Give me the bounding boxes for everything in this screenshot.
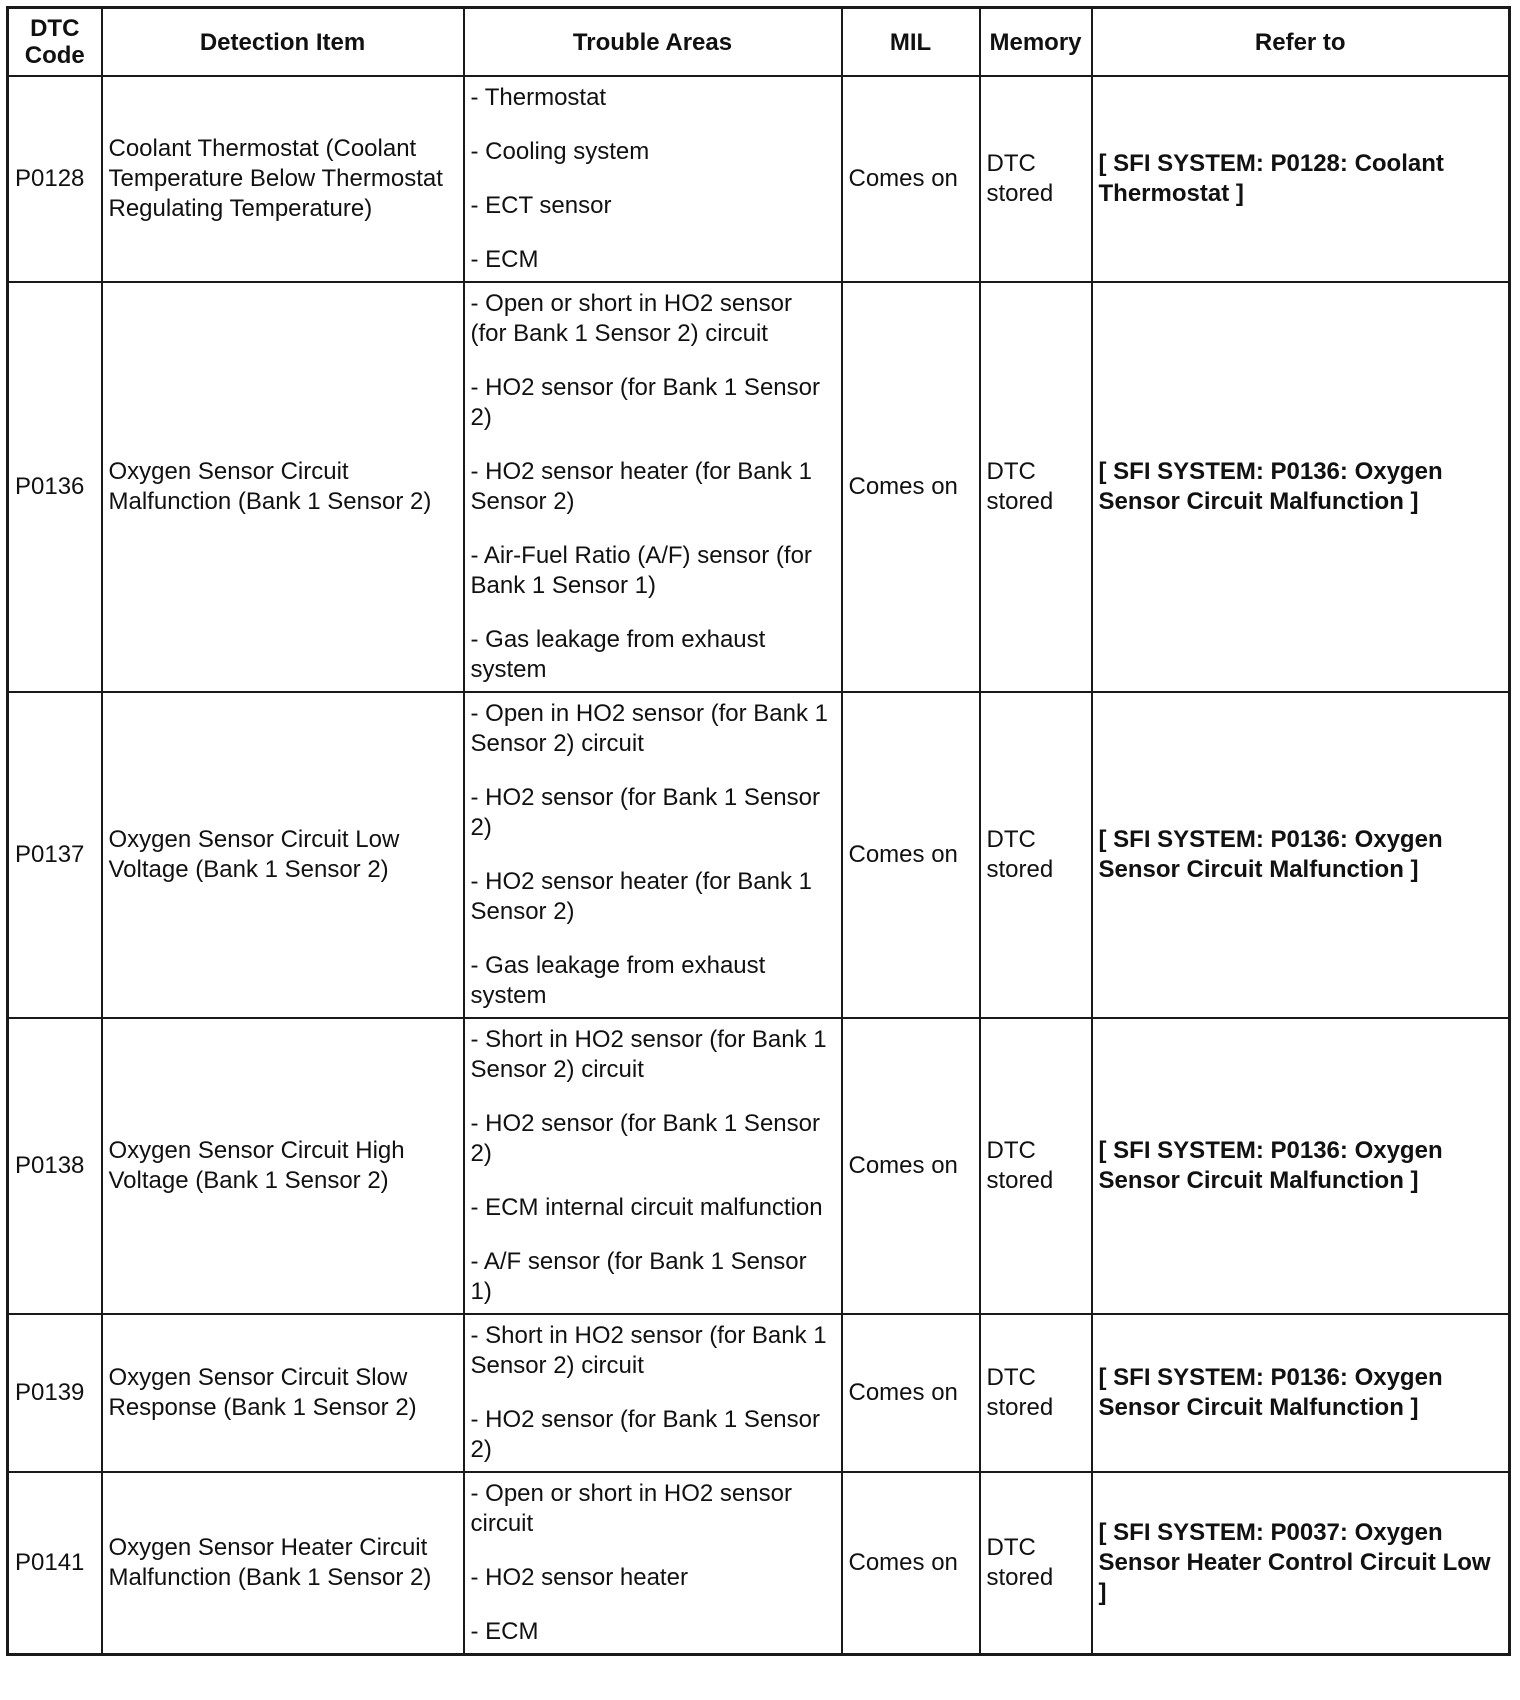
- trouble-area-item: - Open in HO2 sensor (for Bank 1 Sensor 2) circuit: [470, 700, 828, 757]
- dtc-code-cell: P0136: [8, 282, 102, 692]
- trouble-area-item: - HO2 sensor (for Bank 1 Sensor 2): [470, 374, 820, 431]
- table-row: [8, 76, 1510, 282]
- trouble-area-item: - HO2 sensor heater (for Bank 1 Sensor 2): [470, 458, 812, 515]
- trouble-areas-list: [471, 1025, 835, 1307]
- trouble-area-item: - HO2 sensor (for Bank 1 Sensor 2): [470, 1110, 820, 1167]
- mil-cell: Comes on: [842, 76, 980, 282]
- trouble-areas-list: [471, 83, 835, 275]
- trouble-areas-list: [471, 699, 835, 1011]
- trouble-area-item: - Cooling system: [470, 138, 650, 165]
- trouble-area-item: - Gas leakage from exhaust system: [470, 952, 766, 1009]
- memory-cell: DTC stored: [980, 1018, 1092, 1314]
- trouble-area-item: - HO2 sensor heater (for Bank 1 Sensor 2): [470, 868, 812, 925]
- mil-cell: Comes on: [842, 1472, 980, 1655]
- refer-to-cell: [ SFI SYSTEM: P0136: Oxygen Sensor Circuit Malfunction ]: [1092, 692, 1510, 1018]
- trouble-area-item: - ECM internal circuit malfunction: [470, 1194, 823, 1221]
- trouble-area-item: - HO2 sensor (for Bank 1 Sensor 2): [470, 784, 820, 841]
- header-memory: Memory: [980, 8, 1092, 77]
- trouble-areas-cell: [464, 282, 842, 692]
- header-mil: MIL: [842, 8, 980, 77]
- table-row: [8, 1314, 1510, 1472]
- mil-cell: Comes on: [842, 282, 980, 692]
- dtc-code-cell: P0141: [8, 1472, 102, 1655]
- dtc-code-cell: P0138: [8, 1018, 102, 1314]
- memory-cell: DTC stored: [980, 1472, 1092, 1655]
- mil-cell: Comes on: [842, 692, 980, 1018]
- trouble-area-item: - Open or short in HO2 sensor (for Bank 1 Sensor 2) circuit: [470, 290, 792, 347]
- trouble-areas-cell: [464, 76, 842, 282]
- memory-cell: DTC stored: [980, 282, 1092, 692]
- trouble-areas-cell: [464, 692, 842, 1018]
- trouble-areas-list: [471, 289, 835, 685]
- detection-item-cell: Oxygen Sensor Circuit Low Voltage (Bank 1 Sensor 2): [102, 692, 464, 1018]
- trouble-areas-cell: [464, 1472, 842, 1655]
- header-detection-item: Detection Item: [102, 8, 464, 77]
- trouble-areas-cell: [464, 1314, 842, 1472]
- table-row: [8, 282, 1510, 692]
- memory-cell: DTC stored: [980, 76, 1092, 282]
- trouble-area-item: - Open or short in HO2 sensor circuit: [470, 1480, 792, 1537]
- refer-to-cell: [ SFI SYSTEM: P0128: Coolant Thermostat ]: [1092, 76, 1510, 282]
- detection-item-cell: Oxygen Sensor Circuit High Voltage (Bank 1 Sensor 2): [102, 1018, 464, 1314]
- refer-to-cell: [ SFI SYSTEM: P0037: Oxygen Sensor Heater Control Circuit Low ]: [1092, 1472, 1510, 1655]
- detection-item-cell: Oxygen Sensor Circuit Malfunction (Bank 1 Sensor 2): [102, 282, 464, 692]
- refer-to-cell: [ SFI SYSTEM: P0136: Oxygen Sensor Circuit Malfunction ]: [1092, 1314, 1510, 1472]
- dtc-code-cell: P0139: [8, 1314, 102, 1472]
- table-row: [8, 692, 1510, 1018]
- trouble-areas-list: [471, 1321, 835, 1465]
- trouble-area-item: - Short in HO2 sensor (for Bank 1 Sensor 2) circuit: [470, 1322, 827, 1379]
- detection-item-cell: Coolant Thermostat (Coolant Temperature Below Thermostat Regulating Temperature): [102, 76, 464, 282]
- mil-cell: Comes on: [842, 1314, 980, 1472]
- detection-item-cell: Oxygen Sensor Heater Circuit Malfunction (Bank 1 Sensor 2): [102, 1472, 464, 1655]
- trouble-area-item: - ECM: [470, 246, 539, 273]
- trouble-area-item: - Air-Fuel Ratio (A/F) sensor (for Bank 1 Sensor 1): [470, 542, 812, 599]
- trouble-area-item: - HO2 sensor heater: [470, 1564, 688, 1591]
- header-trouble-areas: Trouble Areas: [464, 8, 842, 77]
- header-dtc-code: DTC Code: [8, 8, 102, 77]
- memory-cell: DTC stored: [980, 692, 1092, 1018]
- trouble-area-item: - Short in HO2 sensor (for Bank 1 Sensor 2) circuit: [470, 1026, 827, 1083]
- table-row: [8, 1018, 1510, 1314]
- refer-to-cell: [ SFI SYSTEM: P0136: Oxygen Sensor Circuit Malfunction ]: [1092, 282, 1510, 692]
- header-refer-to: Refer to: [1092, 8, 1510, 77]
- trouble-area-item: - ECT sensor: [470, 192, 612, 219]
- trouble-area-item: - HO2 sensor (for Bank 1 Sensor 2): [470, 1406, 820, 1463]
- detection-item-cell: Oxygen Sensor Circuit Slow Response (Bank 1 Sensor 2): [102, 1314, 464, 1472]
- dtc-table: [6, 6, 1511, 1656]
- trouble-area-item: - Thermostat: [470, 84, 607, 111]
- dtc-code-cell: P0137: [8, 692, 102, 1018]
- header-row: [8, 8, 1510, 77]
- refer-to-cell: [ SFI SYSTEM: P0136: Oxygen Sensor Circuit Malfunction ]: [1092, 1018, 1510, 1314]
- dtc-code-cell: P0128: [8, 76, 102, 282]
- memory-cell: DTC stored: [980, 1314, 1092, 1472]
- table-row: [8, 1472, 1510, 1655]
- trouble-areas-cell: [464, 1018, 842, 1314]
- trouble-area-item: - Gas leakage from exhaust system: [470, 626, 766, 683]
- trouble-area-item: - A/F sensor (for Bank 1 Sensor 1): [470, 1248, 807, 1305]
- trouble-area-item: - ECM: [470, 1618, 539, 1645]
- mil-cell: Comes on: [842, 1018, 980, 1314]
- trouble-areas-list: [471, 1479, 835, 1647]
